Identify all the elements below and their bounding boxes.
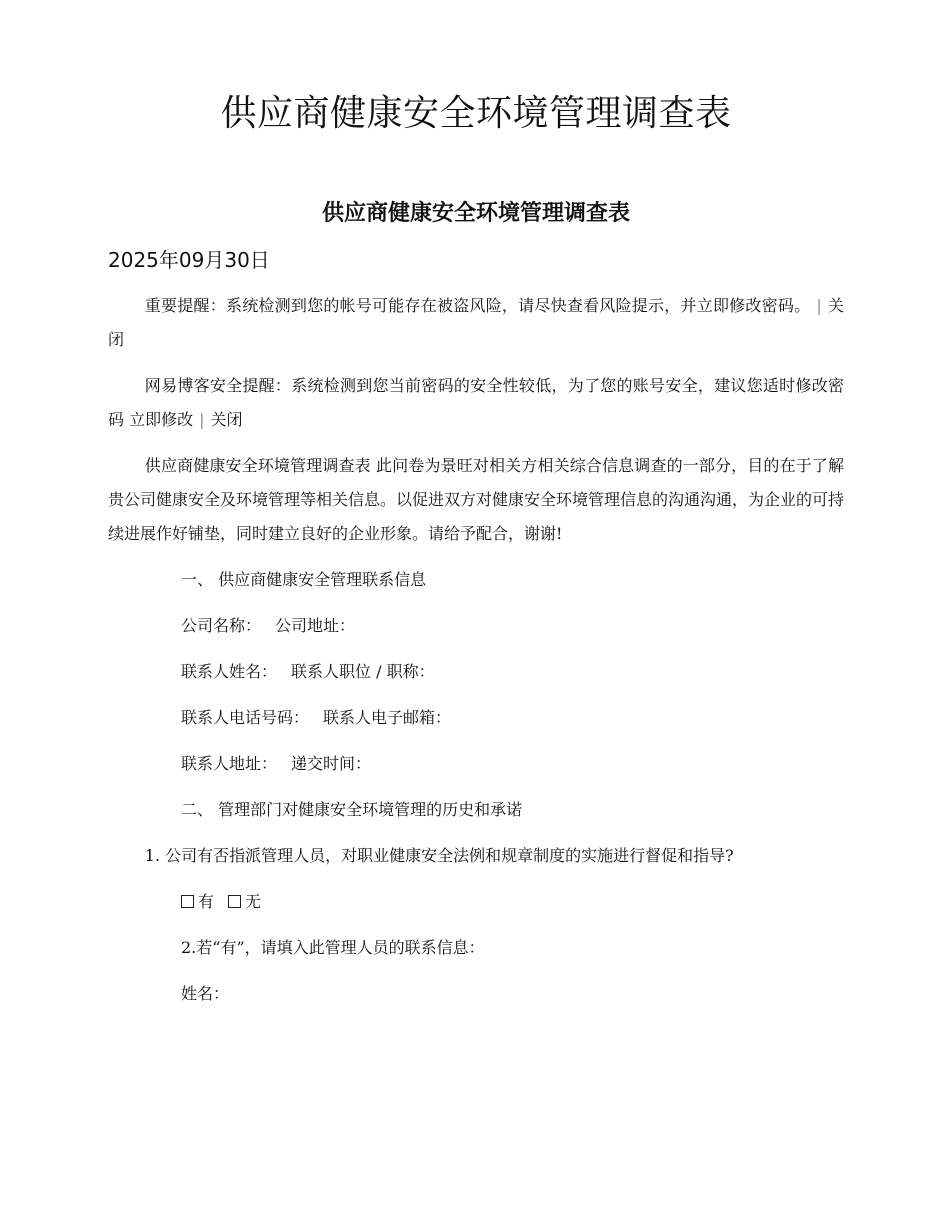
- submit-time-label: 递交时间：: [291, 754, 372, 773]
- security-notice-1: [108, 289, 844, 357]
- security-notice-2: [108, 369, 844, 437]
- section-2-heading: 二、 管理部门对健康安全环境管理的历史和承诺: [181, 800, 523, 819]
- field-row-address-time: [108, 747, 844, 781]
- notice-2-change-password-link[interactable]: 立即修改: [129, 410, 194, 429]
- contact-address-label: 联系人地址：: [181, 754, 278, 773]
- notice-1-close-link[interactable]: 关闭: [108, 296, 844, 349]
- section-1-heading: 一、 供应商健康安全管理联系信息: [181, 570, 427, 589]
- field-row-phone-email: [108, 701, 844, 735]
- field-row-company: [108, 609, 844, 643]
- question-2: 2.若“有”，请填入此管理人员的联系信息：: [181, 938, 485, 957]
- notice-2-close-link[interactable]: 关闭: [210, 410, 243, 429]
- notice-1-text: 重要提醒：系统检测到您的帐号可能存在被盗风险，请尽快查看风险提示，并立即修改密码。: [144, 296, 811, 315]
- document-title: 供应商健康安全环境管理调查表: [220, 93, 732, 134]
- option-no-label: 无: [245, 892, 262, 911]
- name-field-label: 姓名：: [181, 984, 230, 1003]
- contact-phone-label: 联系人电话号码：: [181, 708, 310, 727]
- document-date: 2025年09月30日: [108, 248, 270, 272]
- checkbox-yes[interactable]: [181, 895, 194, 908]
- contact-email-label: 联系人电子邮箱：: [323, 708, 452, 727]
- question-1-options: [108, 885, 844, 919]
- intro-paragraph: 供应商健康安全环境管理调查表 此问卷为景旺对相关方相关综合信息调查的一部分，目的在于了解贵公司健康安全及环境管理等相关信息。以促进双方对健康安全环境管理信息的沟通沟通，为企业的可持续进展作好铺垫，同时建立良好的企业形象。请给予配合，谢谢!: [108, 456, 845, 543]
- contact-name-label: 联系人姓名：: [181, 662, 278, 681]
- document-subtitle: 供应商健康安全环境管理调查表: [321, 201, 630, 226]
- notice-1-separator: |: [816, 296, 822, 315]
- company-address-label: 公司地址：: [275, 616, 356, 635]
- contact-title-label: 联系人职位 / 职称：: [291, 662, 435, 681]
- field-row-contact: [108, 655, 844, 689]
- company-name-label: 公司名称：: [181, 616, 262, 635]
- checkbox-no[interactable]: [228, 895, 241, 908]
- question-1: 1. 公司有否指派管理人员，对职业健康安全法例和规章制度的实施进行督促和指导?: [144, 846, 734, 865]
- option-yes-label: 有: [198, 892, 215, 911]
- notice-2-separator: |: [199, 410, 205, 429]
- notice-2-text: 网易博客安全提醒：系统检测到您当前密码的安全性较低，为了您的账号安全，建议您适时修改密码: [108, 376, 844, 429]
